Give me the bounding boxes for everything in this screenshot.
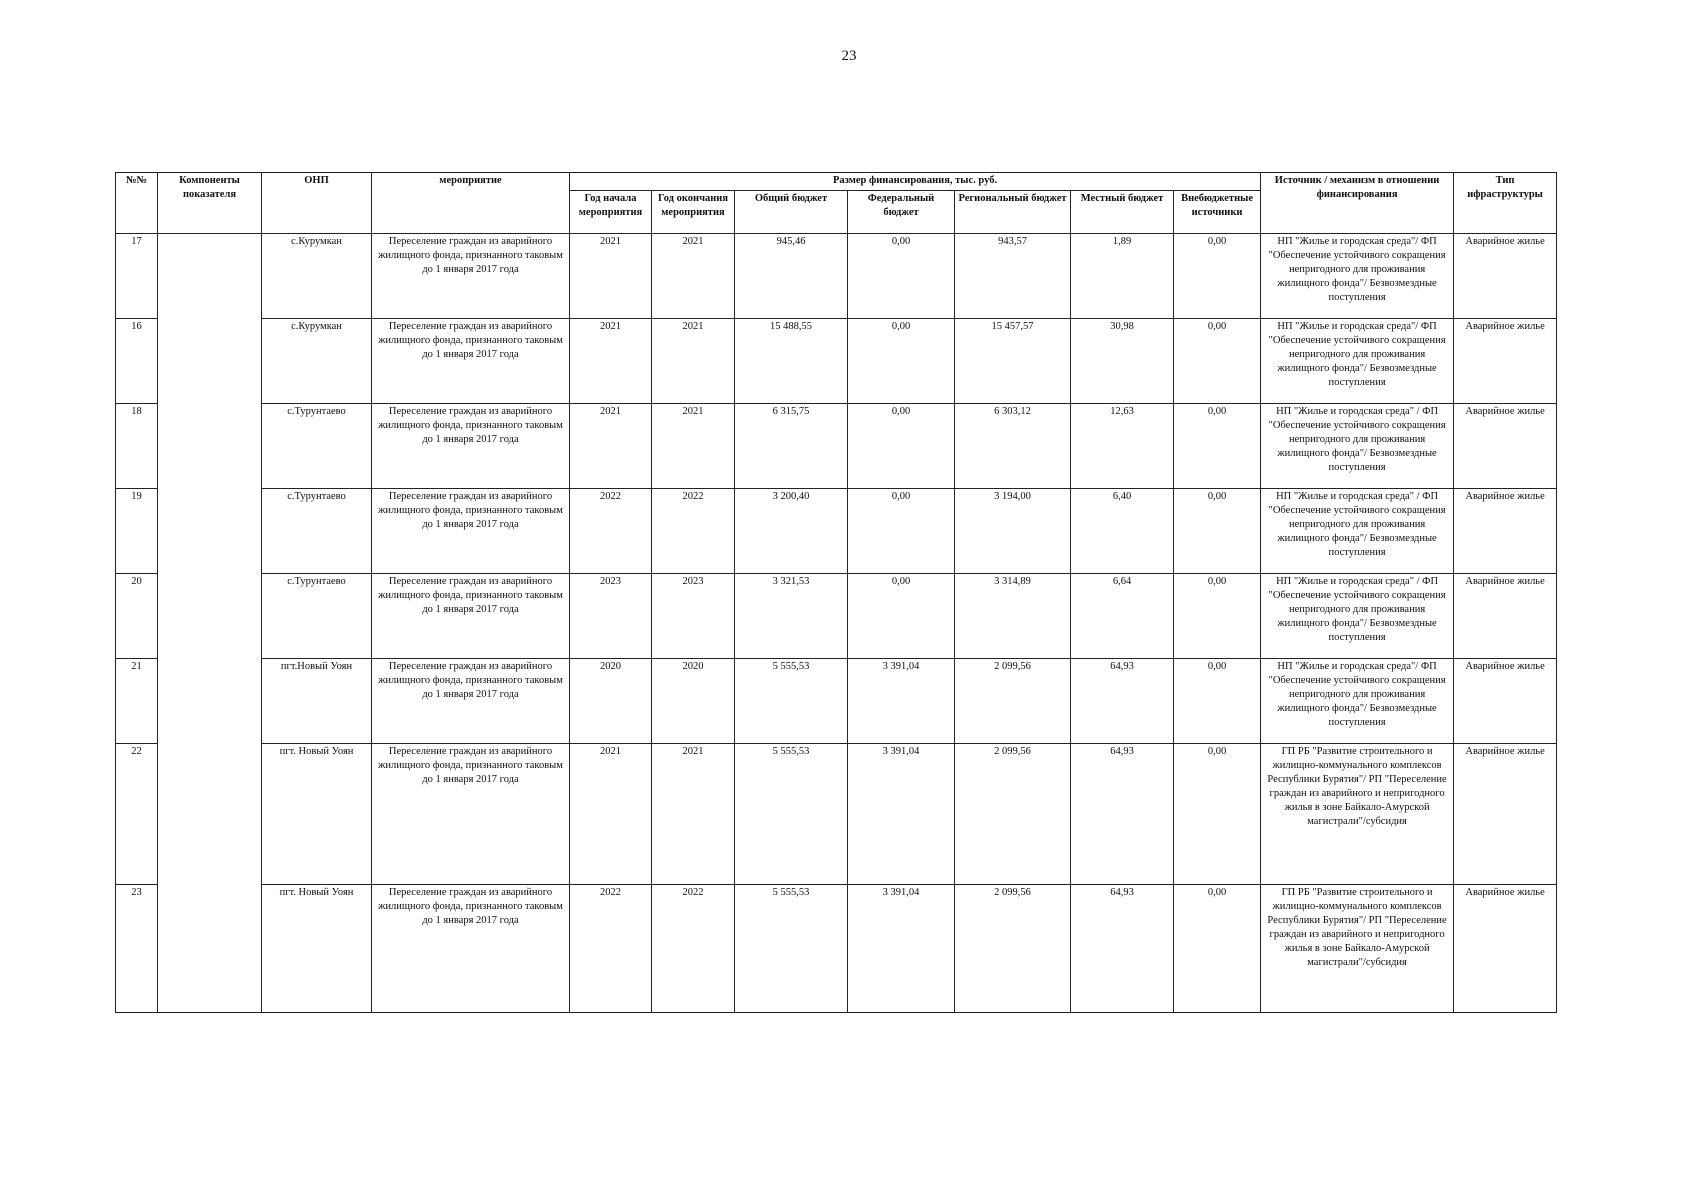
cell-federal: 0,00 xyxy=(848,489,955,574)
cell-event: Переселение граждан из аварийного жилищного фонда, признанного таковым до 1 января 2017 года xyxy=(372,744,570,885)
cell-infra: Аварийное жилье xyxy=(1454,659,1557,744)
cell-regional: 2 099,56 xyxy=(955,885,1071,1013)
cell-year-start: 2021 xyxy=(570,744,652,885)
table-header xyxy=(116,173,1557,234)
cell-federal: 0,00 xyxy=(848,574,955,659)
cell-regional: 943,57 xyxy=(955,234,1071,319)
cell-year-end: 2021 xyxy=(652,744,735,885)
cell-regional: 6 303,12 xyxy=(955,404,1071,489)
cell-local: 6,40 xyxy=(1071,489,1174,574)
cell-year-start: 2020 xyxy=(570,659,652,744)
cell-total: 3 200,40 xyxy=(735,489,848,574)
cell-federal: 0,00 xyxy=(848,234,955,319)
table-row xyxy=(116,885,1557,1013)
table-body xyxy=(116,234,1557,1013)
cell-source: НП "Жилье и городская среда" / ФП "Обеспечение устойчивого сокращения непригодного для проживания жилищного фонда"/ Безвозмездные поступления xyxy=(1261,404,1454,489)
cell-onp: с.Турунтаево xyxy=(262,404,372,489)
cell-year-end: 2021 xyxy=(652,404,735,489)
cell-infra: Аварийное жилье xyxy=(1454,234,1557,319)
cell-year-start: 2022 xyxy=(570,885,652,1013)
cell-infra: Аварийное жилье xyxy=(1454,885,1557,1013)
page-number: 23 xyxy=(841,48,857,64)
cell-components xyxy=(158,885,262,1013)
cell-infra: Аварийное жилье xyxy=(1454,744,1557,885)
cell-onp: с.Курумкан xyxy=(262,319,372,404)
cell-total: 5 555,53 xyxy=(735,744,848,885)
header-components: Компоненты показателя xyxy=(158,173,262,234)
cell-year-start: 2023 xyxy=(570,574,652,659)
cell-num: 16 xyxy=(116,319,158,404)
header-total: Общий бюджет xyxy=(735,191,848,234)
cell-year-end: 2021 xyxy=(652,319,735,404)
cell-num: 21 xyxy=(116,659,158,744)
cell-regional: 3 194,00 xyxy=(955,489,1071,574)
cell-source: НП "Жилье и городская среда"/ ФП "Обеспечение устойчивого сокращения непригодного для проживания жилищного фонда"/ Безвозмездные поступления xyxy=(1261,659,1454,744)
header-num: №№ xyxy=(116,173,158,234)
cell-event: Переселение граждан из аварийного жилищного фонда, признанного таковым до 1 января 2017 года xyxy=(372,234,570,319)
table-row xyxy=(116,234,1557,319)
cell-event: Переселение граждан из аварийного жилищного фонда, признанного таковым до 1 января 2017 года xyxy=(372,489,570,574)
cell-local: 64,93 xyxy=(1071,659,1174,744)
header-source: Источник / механизм в отношении финансирования xyxy=(1261,173,1454,234)
cell-total: 945,46 xyxy=(735,234,848,319)
cell-onp: пгт.Новый Уоян xyxy=(262,659,372,744)
header-extra: Внебюджетные источники xyxy=(1174,191,1261,234)
cell-num: 22 xyxy=(116,744,158,885)
cell-federal: 3 391,04 xyxy=(848,885,955,1013)
cell-extra: 0,00 xyxy=(1174,319,1261,404)
cell-num: 18 xyxy=(116,404,158,489)
cell-num: 19 xyxy=(116,489,158,574)
cell-extra: 0,00 xyxy=(1174,885,1261,1013)
cell-components xyxy=(158,404,262,489)
cell-source: НП "Жилье и городская среда" / ФП "Обеспечение устойчивого сокращения непригодного для проживания жилищного фонда"/ Безвозмездные поступления xyxy=(1261,489,1454,574)
header-local: Местный бюджет xyxy=(1071,191,1174,234)
cell-num: 17 xyxy=(116,234,158,319)
table-row xyxy=(116,744,1557,885)
cell-components xyxy=(158,744,262,885)
cell-local: 12,63 xyxy=(1071,404,1174,489)
cell-total: 5 555,53 xyxy=(735,885,848,1013)
cell-components xyxy=(158,234,262,319)
cell-regional: 3 314,89 xyxy=(955,574,1071,659)
header-financing-group: Размер финансирования, тыс. руб. xyxy=(570,173,1261,191)
cell-federal: 0,00 xyxy=(848,319,955,404)
cell-source: НП "Жилье и городская среда"/ ФП "Обеспечение устойчивого сокращения непригодного для проживания жилищного фонда"/ Безвозмездные поступления xyxy=(1261,234,1454,319)
financing-table xyxy=(115,172,1557,1013)
cell-year-start: 2022 xyxy=(570,489,652,574)
cell-total: 15 488,55 xyxy=(735,319,848,404)
cell-year-start: 2021 xyxy=(570,234,652,319)
cell-onp: пгт. Новый Уоян xyxy=(262,744,372,885)
cell-source: ГП РБ "Развитие строительного и жилищно-коммунального комплексов Республики Бурятия"/ РП "Переселение граждан из аварийного и непригодного жилья в зоне Байкало-Амурской магистрали"/субсидия xyxy=(1261,744,1454,885)
cell-year-end: 2020 xyxy=(652,659,735,744)
cell-year-start: 2021 xyxy=(570,404,652,489)
cell-source: ГП РБ "Развитие строительного и жилищно-коммунального комплексов Республики Бурятия"/ РП "Переселение граждан из аварийного и непригодного жилья в зоне Байкало-Амурской магистрали"/субсидия xyxy=(1261,885,1454,1013)
cell-regional: 2 099,56 xyxy=(955,659,1071,744)
table-row xyxy=(116,659,1557,744)
cell-year-end: 2022 xyxy=(652,489,735,574)
table-row xyxy=(116,489,1557,574)
cell-total: 3 321,53 xyxy=(735,574,848,659)
cell-components xyxy=(158,319,262,404)
cell-onp: с.Турунтаево xyxy=(262,574,372,659)
cell-event: Переселение граждан из аварийного жилищного фонда, признанного таковым до 1 января 2017 года xyxy=(372,319,570,404)
cell-event: Переселение граждан из аварийного жилищного фонда, признанного таковым до 1 января 2017 года xyxy=(372,404,570,489)
cell-local: 64,93 xyxy=(1071,744,1174,885)
table-row xyxy=(116,404,1557,489)
cell-event: Переселение граждан из аварийного жилищного фонда, признанного таковым до 1 января 2017 года xyxy=(372,574,570,659)
cell-total: 6 315,75 xyxy=(735,404,848,489)
cell-federal: 3 391,04 xyxy=(848,744,955,885)
cell-year-end: 2023 xyxy=(652,574,735,659)
cell-infra: Аварийное жилье xyxy=(1454,404,1557,489)
cell-extra: 0,00 xyxy=(1174,489,1261,574)
cell-regional: 2 099,56 xyxy=(955,744,1071,885)
cell-infra: Аварийное жилье xyxy=(1454,574,1557,659)
cell-num: 23 xyxy=(116,885,158,1013)
header-year-start: Год начала мероприятия xyxy=(570,191,652,234)
cell-infra: Аварийное жилье xyxy=(1454,319,1557,404)
cell-year-end: 2022 xyxy=(652,885,735,1013)
header-onp: ОНП xyxy=(262,173,372,234)
cell-onp: с.Турунтаево xyxy=(262,489,372,574)
cell-infra: Аварийное жилье xyxy=(1454,489,1557,574)
cell-federal: 0,00 xyxy=(848,404,955,489)
cell-extra: 0,00 xyxy=(1174,404,1261,489)
cell-year-start: 2021 xyxy=(570,319,652,404)
cell-num: 20 xyxy=(116,574,158,659)
cell-year-end: 2021 xyxy=(652,234,735,319)
cell-total: 5 555,53 xyxy=(735,659,848,744)
cell-regional: 15 457,57 xyxy=(955,319,1071,404)
cell-local: 6,64 xyxy=(1071,574,1174,659)
cell-extra: 0,00 xyxy=(1174,744,1261,885)
table-row xyxy=(116,574,1557,659)
cell-source: НП "Жилье и городская среда" / ФП "Обеспечение устойчивого сокращения непригодного для проживания жилищного фонда"/ Безвозмездные поступления xyxy=(1261,574,1454,659)
cell-event: Переселение граждан из аварийного жилищного фонда, признанного таковым до 1 января 2017 года xyxy=(372,885,570,1013)
cell-event: Переселение граждан из аварийного жилищного фонда, признанного таковым до 1 января 2017 года xyxy=(372,659,570,744)
cell-extra: 0,00 xyxy=(1174,659,1261,744)
cell-components xyxy=(158,659,262,744)
header-year-end: Год окончания мероприятия xyxy=(652,191,735,234)
cell-local: 30,98 xyxy=(1071,319,1174,404)
cell-extra: 0,00 xyxy=(1174,234,1261,319)
cell-local: 1,89 xyxy=(1071,234,1174,319)
cell-onp: с.Курумкан xyxy=(262,234,372,319)
cell-extra: 0,00 xyxy=(1174,574,1261,659)
cell-components xyxy=(158,489,262,574)
header-regional: Региональный бюджет xyxy=(955,191,1071,234)
header-event: мероприятие xyxy=(372,173,570,234)
cell-onp: пгт. Новый Уоян xyxy=(262,885,372,1013)
header-infra: Тип ифраструктуры xyxy=(1454,173,1557,234)
header-federal: Федеральный бюджет xyxy=(848,191,955,234)
cell-local: 64,93 xyxy=(1071,885,1174,1013)
table-row xyxy=(116,319,1557,404)
cell-federal: 3 391,04 xyxy=(848,659,955,744)
cell-components xyxy=(158,574,262,659)
cell-source: НП "Жилье и городская среда"/ ФП "Обеспечение устойчивого сокращения непригодного для проживания жилищного фонда"/ Безвозмездные поступления xyxy=(1261,319,1454,404)
